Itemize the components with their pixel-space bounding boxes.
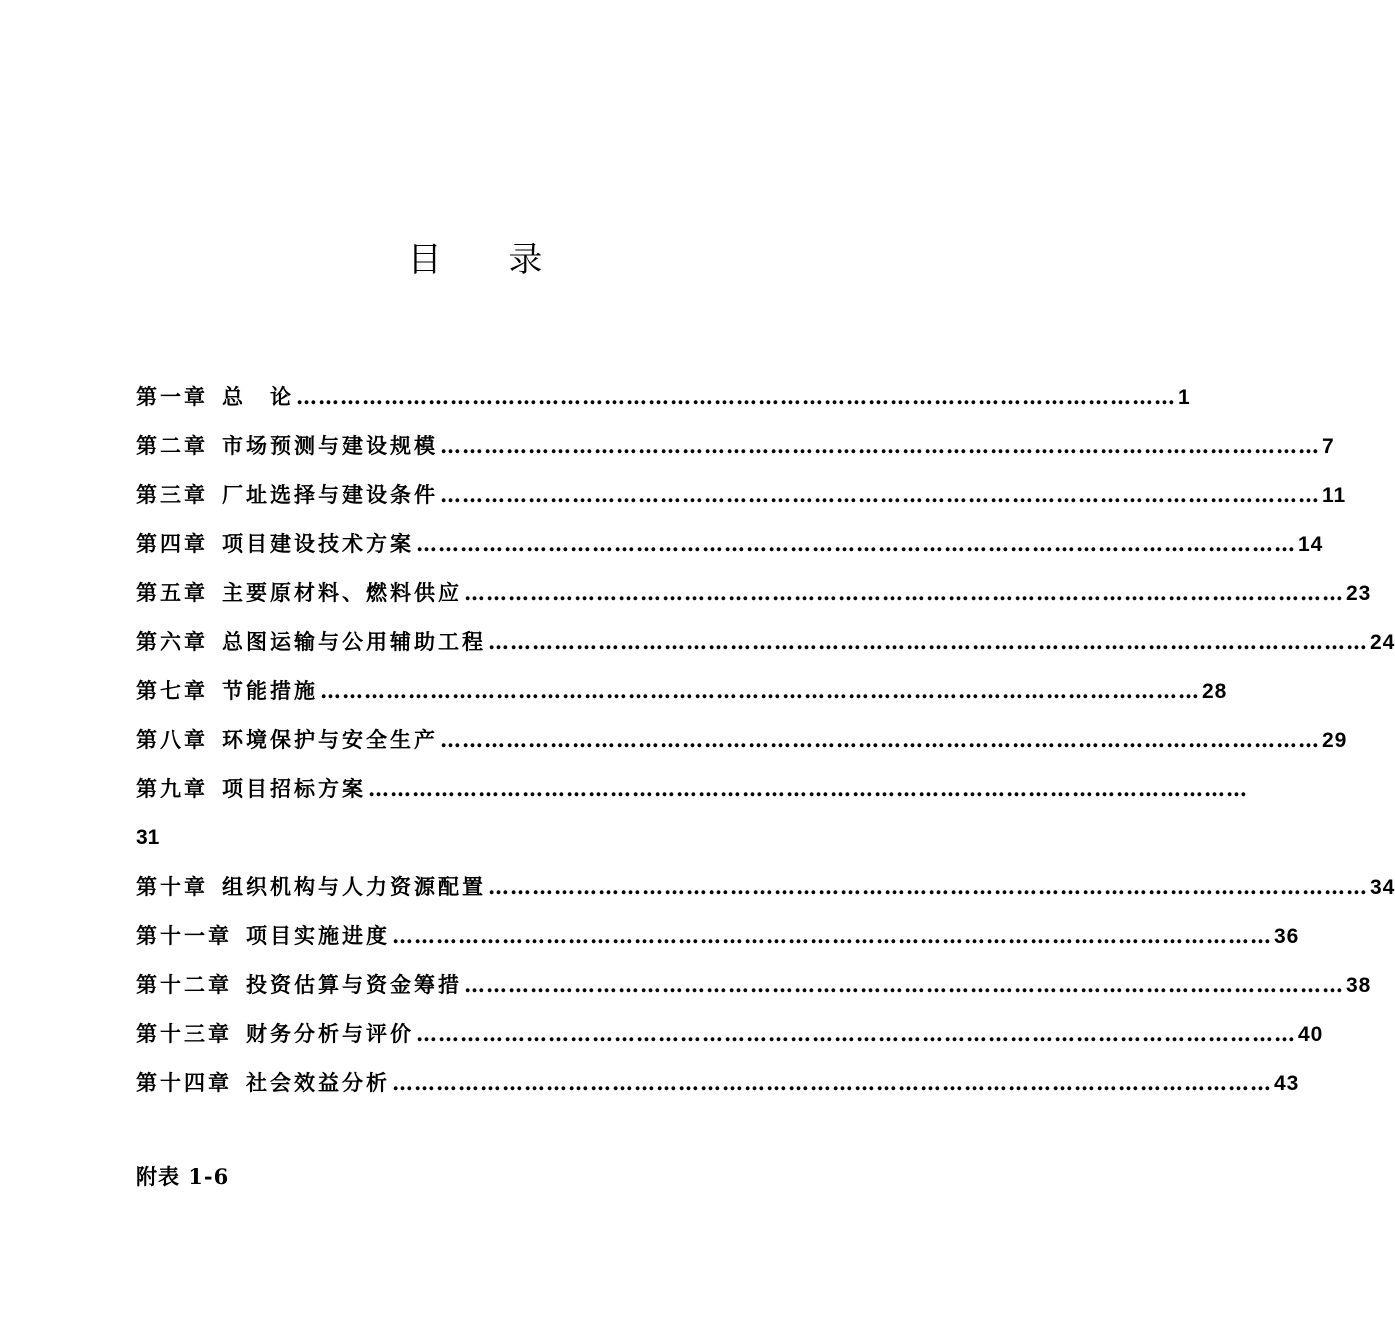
toc-title: 主要原材料、燃料供应 [222,580,462,605]
toc-leader: ………………………………………………………………………………………………………… [464,972,1344,997]
appendix-label[interactable]: 附表 1-6 [136,1164,230,1189]
toc-leader: ………………………………………………………………………………………………………… [320,678,1200,703]
toc-entry-1[interactable] [136,372,1191,421]
toc-title: 厂址选择与建设条件 [222,482,438,507]
toc-chapter: 第二章 [136,433,208,458]
toc-entry-5[interactable] [136,568,1372,617]
toc-entry-8[interactable] [136,715,1348,764]
toc-leader: ………………………………………………………………………………………………………… [488,874,1368,899]
toc-entry-14[interactable] [136,1058,1300,1107]
toc-page: 23 [1346,582,1372,605]
toc-entry-7[interactable] [136,666,1228,715]
toc-page: 36 [1274,925,1300,948]
toc-chapter: 第七章 [136,678,208,703]
toc-chapter: 第十四章 [136,1070,232,1095]
toc-title: 项目建设技术方案 [222,531,414,556]
table-of-contents [136,372,1395,1107]
toc-title: 投资估算与资金筹措 [246,972,462,997]
toc-leader: ………………………………………………………………………………………………………… [416,1021,1296,1046]
toc-page: 14 [1298,533,1324,556]
toc-leader: ………………………………………………………………………………………………………… [464,580,1344,605]
toc-chapter: 第十章 [136,874,208,899]
toc-page: 38 [1346,974,1372,997]
toc-entry-9[interactable] [136,764,1248,813]
toc-page: 29 [1322,729,1348,752]
toc-page-wrapped: 31 [136,826,160,849]
toc-leader: ………………………………………………………………………………………………………… [440,727,1320,752]
toc-leader: ………………………………………………………………………………………………………… [488,629,1368,654]
toc-leader: ………………………………………………………………………………………………………… [416,531,1296,556]
toc-page: 43 [1274,1072,1300,1095]
toc-title: 总 论 [222,384,294,409]
toc-page: 7 [1322,435,1335,458]
toc-entry-13[interactable] [136,1009,1324,1058]
toc-title: 项目实施进度 [246,923,390,948]
toc-leader: ………………………………………………………………………………………………………… [440,433,1320,458]
toc-entry-2[interactable] [136,421,1335,470]
toc-title: 节能措施 [222,678,318,703]
toc-chapter: 第一章 [136,384,208,409]
toc-entry-10[interactable] [136,862,1395,911]
toc-title: 市场预测与建设规模 [222,433,438,458]
toc-title: 组织机构与人力资源配置 [222,874,486,899]
toc-entry-4[interactable] [136,519,1324,568]
page-title: 目 录 [407,239,571,280]
toc-entry-6[interactable] [136,617,1395,666]
toc-page: 1 [1178,386,1191,409]
toc-title: 项目招标方案 [222,776,366,801]
toc-leader: ………………………………………………………………………………………………………… [296,384,1176,409]
toc-chapter: 第十一章 [136,923,232,948]
toc-leader: ………………………………………………………………………………………………………… [392,923,1272,948]
toc-entry-3[interactable] [136,470,1347,519]
toc-chapter: 第六章 [136,629,208,654]
toc-leader: ………………………………………………………………………………………………………… [440,482,1320,507]
toc-page: 28 [1202,680,1228,703]
toc-entry-11[interactable] [136,911,1300,960]
toc-page: 24 [1370,631,1395,654]
toc-chapter: 第五章 [136,580,208,605]
toc-title: 环境保护与安全生产 [222,727,438,752]
toc-page: 40 [1298,1023,1324,1046]
toc-chapter: 第三章 [136,482,208,507]
toc-page: 34 [1370,876,1395,899]
toc-chapter: 第十三章 [136,1021,232,1046]
toc-title: 总图运输与公用辅助工程 [222,629,486,654]
toc-entry-12[interactable] [136,960,1372,1009]
toc-chapter: 第四章 [136,531,208,556]
toc-chapter: 第九章 [136,776,208,801]
toc-page: 11 [1322,484,1347,507]
toc-chapter: 第八章 [136,727,208,752]
toc-title: 财务分析与评价 [246,1021,414,1046]
toc-leader: ………………………………………………………………………………………………………… [392,1070,1272,1095]
toc-leader: ………………………………………………………………………………………………………… [368,776,1248,801]
toc-title: 社会效益分析 [246,1070,390,1095]
toc-chapter: 第十二章 [136,972,232,997]
